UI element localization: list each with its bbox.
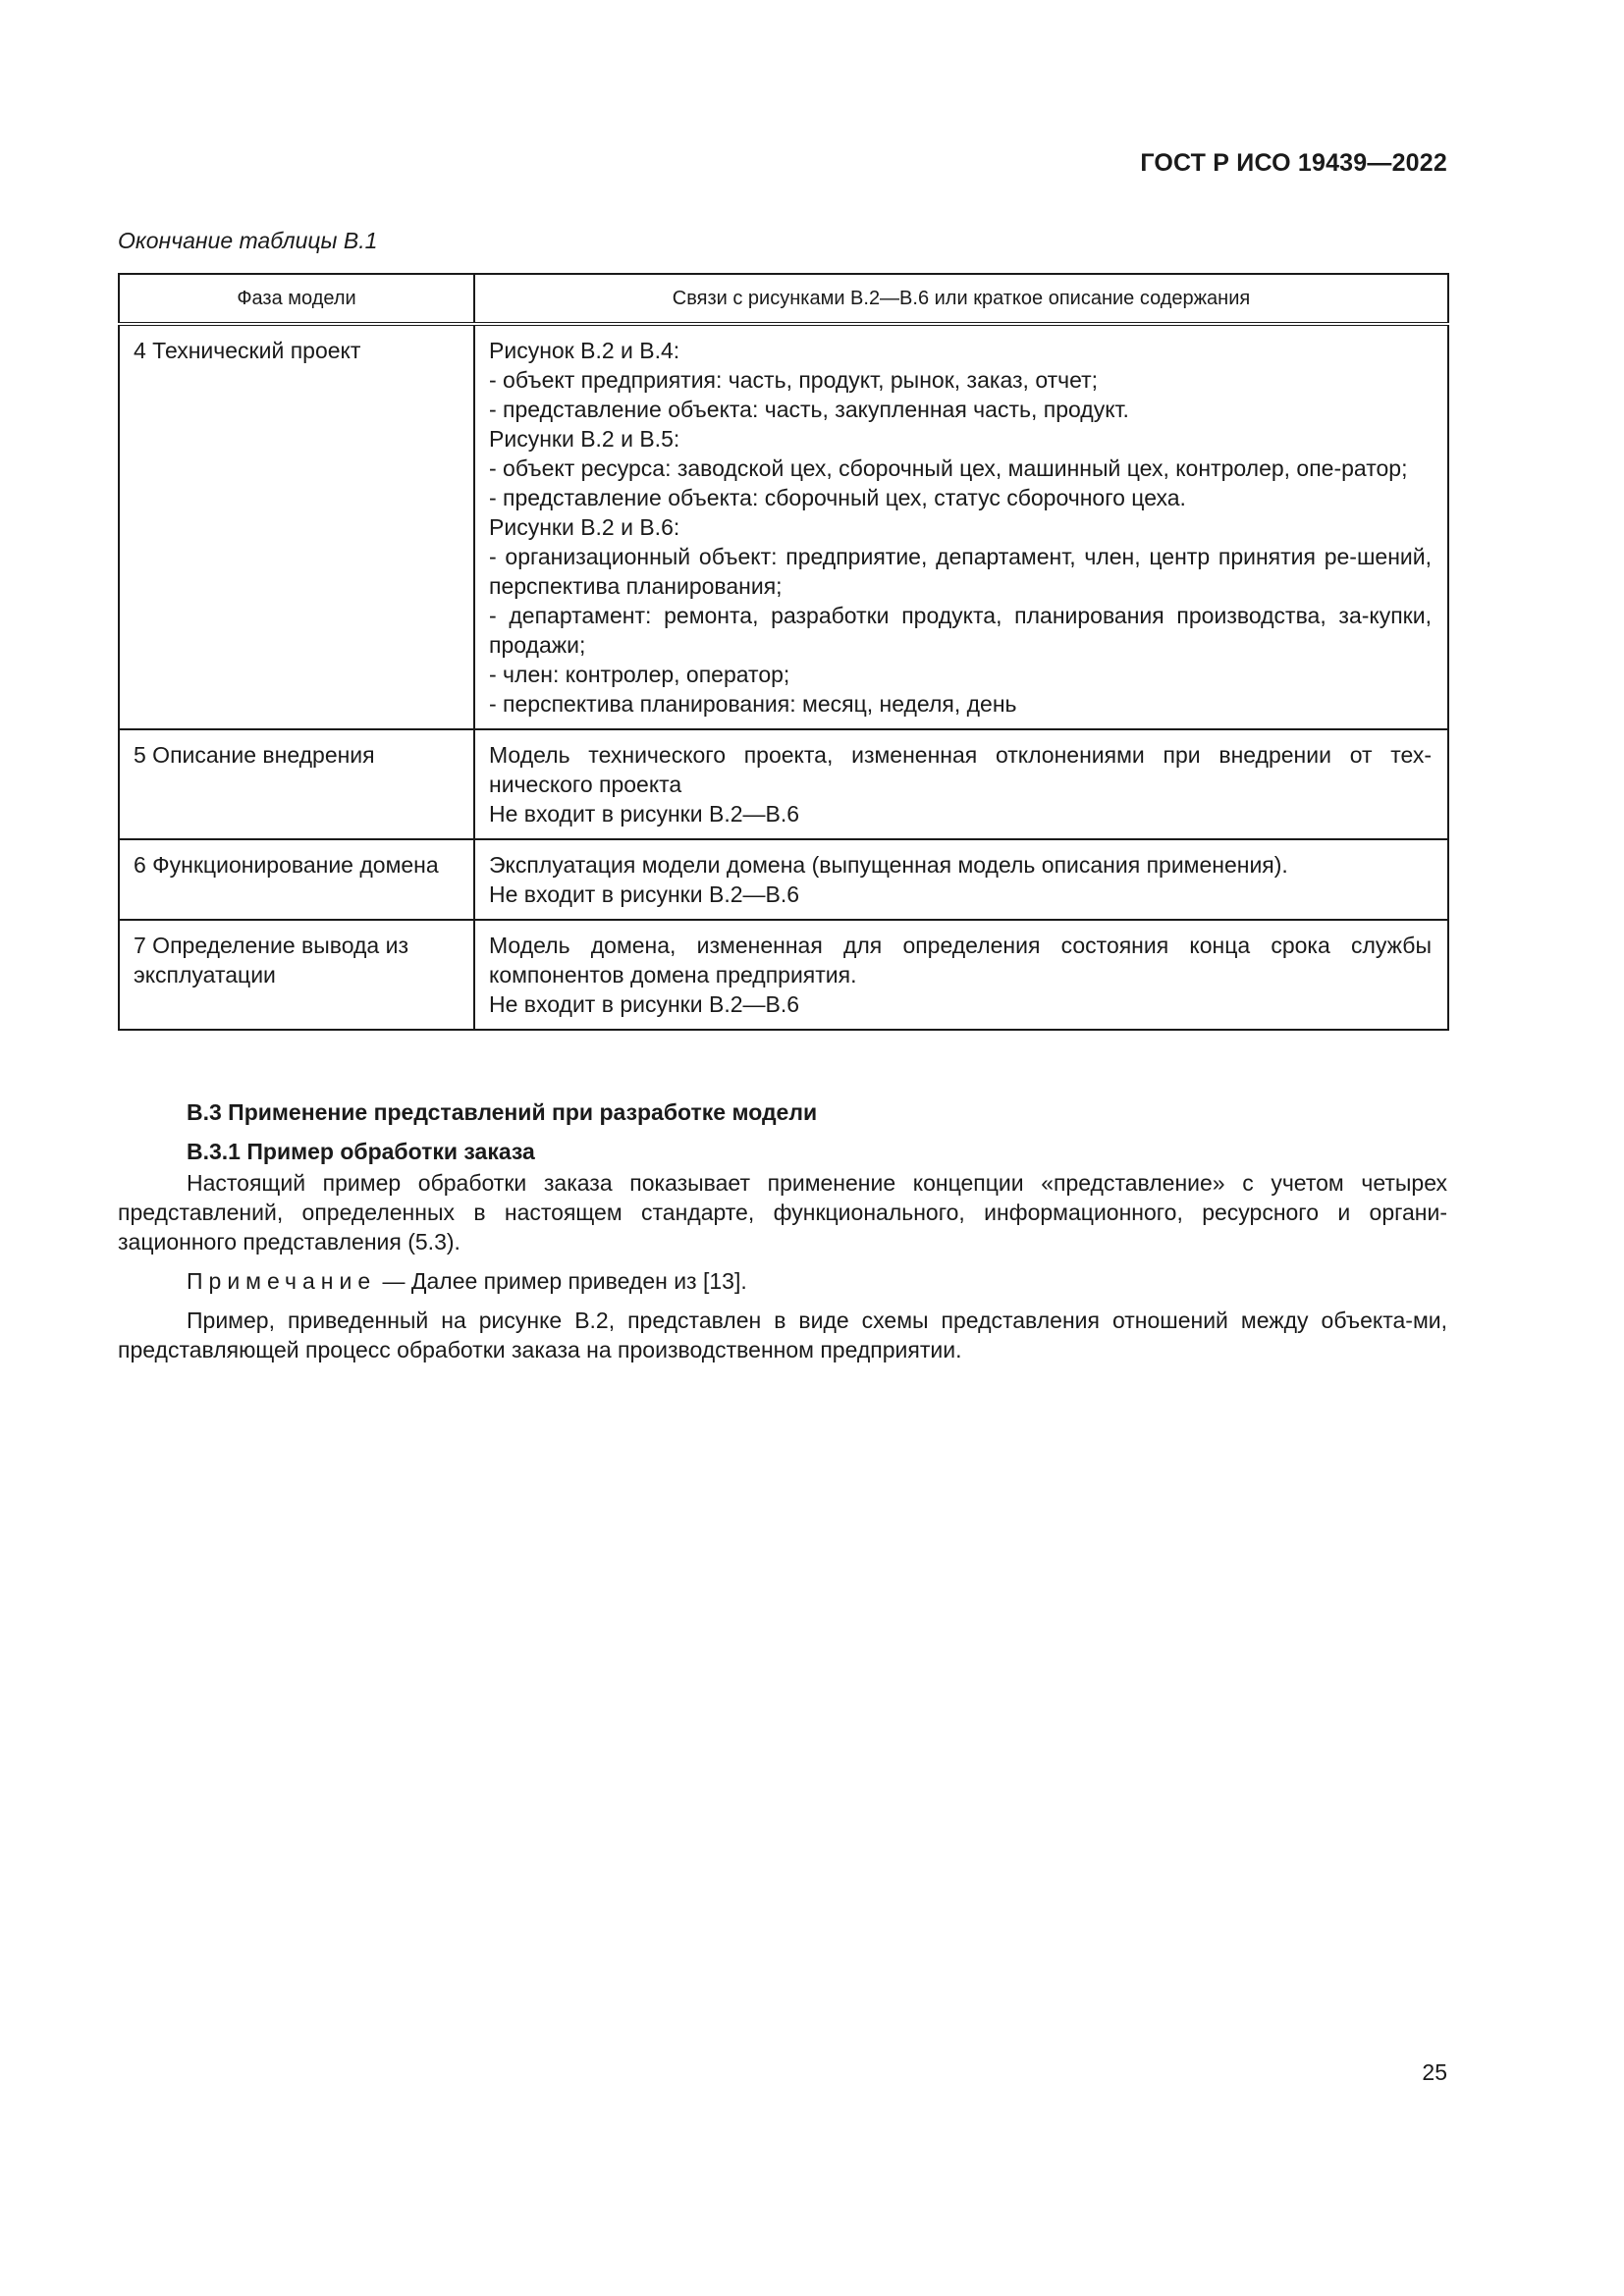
page-number: 25 (1422, 2059, 1447, 2085)
description-line: Рисунки В.2 и В.6: (489, 514, 680, 540)
description-cell (474, 920, 1448, 1030)
subsection-heading: В.3.1 Пример обработки заказа (187, 1139, 535, 1164)
note-label: Примечание (187, 1268, 377, 1294)
description-line: Модель домена, измененная для определения состояния конца срока службы компонентов домена предприятия. (489, 933, 1432, 988)
table-row (119, 324, 1448, 729)
table-row (119, 920, 1448, 1030)
column-header-phase: Фаза модели (119, 274, 474, 324)
description-line: - представление объекта: сборочный цех, статус сборочного цеха. (489, 485, 1186, 510)
table-caption: Окончание таблицы В.1 (118, 228, 378, 253)
description-line: - представление объекта: часть, закупленная часть, продукт. (489, 397, 1129, 422)
description-line: - перспектива планирования: месяц, неделя, день (489, 691, 1017, 717)
description-line: - член: контролер, оператор; (489, 662, 790, 687)
document-standard-number: ГОСТ Р ИСО 19439—2022 (1140, 149, 1447, 177)
description-line: Не входит в рисунки В.2—В.6 (489, 881, 800, 907)
description-line: Рисунки В.2 и В.5: (489, 426, 680, 452)
paragraph-intro: Настоящий пример обработки заказа показывает применение концепции «представление» с учетом четырех представлений, определенных в настоящем стандарте, функционального, информационного, ресурсного и органи-зационного представления (5.3). (118, 1170, 1447, 1255)
paragraph-example: Пример, приведенный на рисунке В.2, представлен в виде схемы представления отношений между объекта-ми, представляющей процесс обработки заказа на производственном предприятии. (118, 1308, 1447, 1362)
column-header-links: Связи с рисунками В.2—В.6 или краткое описание содержания (474, 274, 1448, 324)
description-line: Рисунок В.2 и В.4: (489, 338, 680, 363)
description-line: - департамент: ремонта, разработки продукта, планирования производства, за-купки, продажи; (489, 603, 1432, 658)
description-line: - организационный объект: предприятие, департамент, член, центр принятия ре-шений, перспектива планирования; (489, 544, 1432, 599)
description-line: Не входит в рисунки В.2—В.6 (489, 991, 800, 1017)
description-line: - объект ресурса: заводской цех, сборочный цех, машинный цех, контролер, опе-ратор; (489, 455, 1408, 481)
description-cell (474, 839, 1448, 920)
note (118, 1266, 1447, 1296)
description-cell (474, 324, 1448, 729)
description-cell (474, 729, 1448, 839)
phases-table (118, 273, 1449, 1031)
phase-cell: 6 Функционирование домена (119, 839, 474, 920)
section-body (118, 1168, 1447, 1364)
note-text: — Далее пример приведен из [13]. (376, 1268, 747, 1294)
table-container (118, 273, 1447, 1031)
section-heading: В.3 Применение представлений при разработке модели (187, 1099, 818, 1125)
table-row (119, 729, 1448, 839)
description-line: - объект предприятия: часть, продукт, рынок, заказ, отчет; (489, 367, 1099, 393)
phase-cell: 4 Технический проект (119, 324, 474, 729)
table-row (119, 839, 1448, 920)
description-line: Эксплуатация модели домена (выпущенная модель описания применения). (489, 852, 1288, 878)
description-line: Не входит в рисунки В.2—В.6 (489, 801, 800, 827)
phase-cell: 7 Определение вывода из эксплуатации (119, 920, 474, 1030)
table-header-row (119, 274, 1448, 324)
description-line: Модель технического проекта, измененная отклонениями при внедрении от тех-нического проекта (489, 742, 1432, 797)
phase-cell: 5 Описание внедрения (119, 729, 474, 839)
